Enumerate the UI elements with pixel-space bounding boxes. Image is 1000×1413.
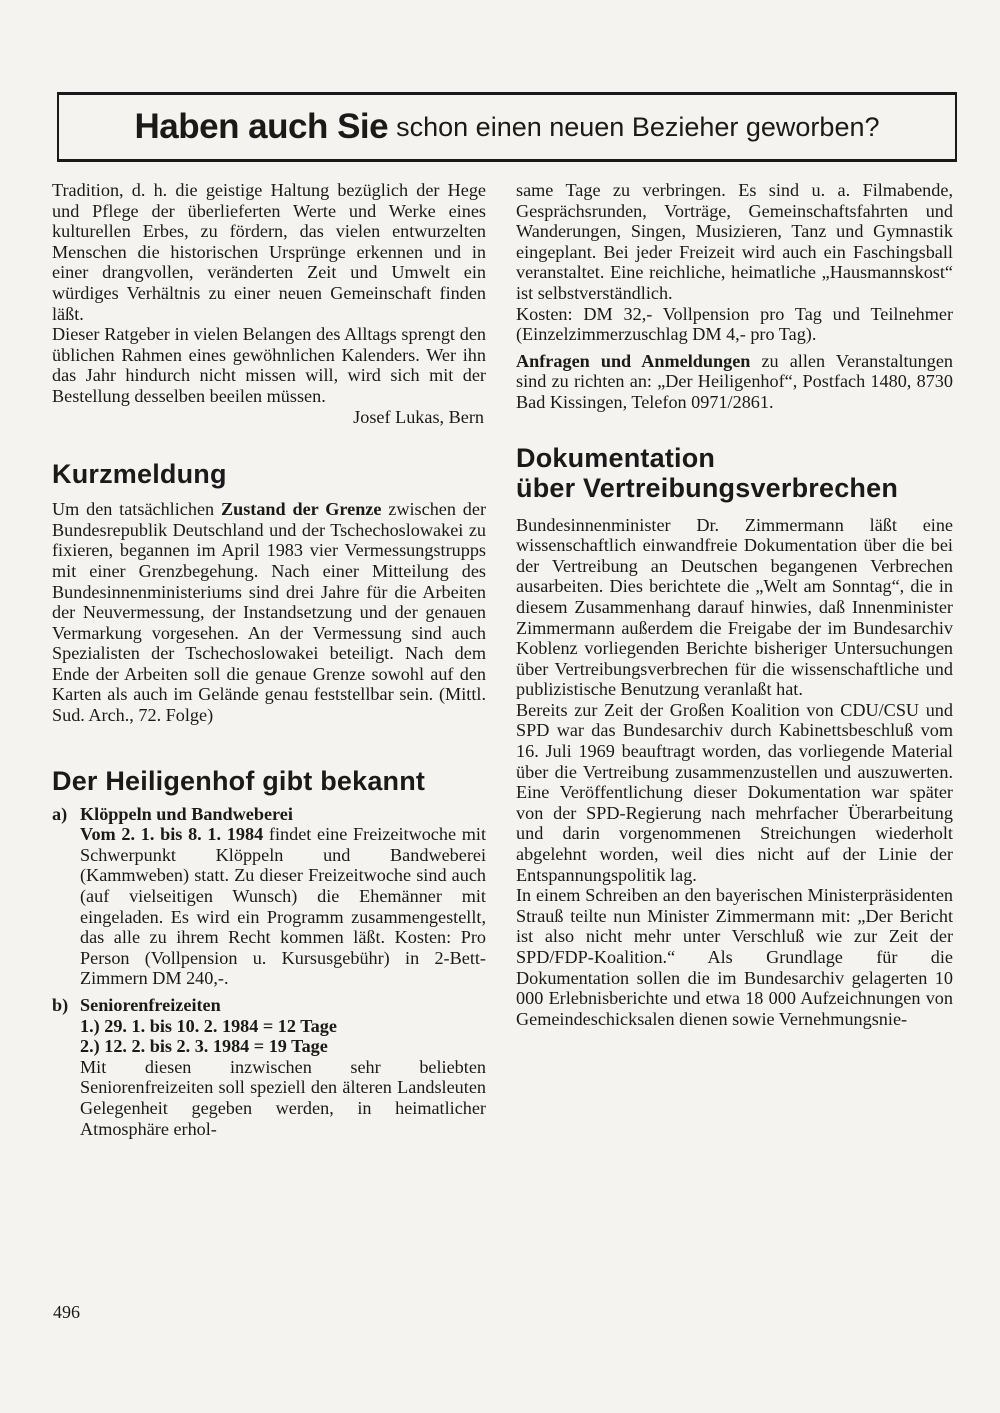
doku-paragraph-3: In einem Schreiben an den bayerischen Ministerpräsidenten Strauß teilte nun Minister Zimmermann mit: „Der Bericht ist also nicht mehr unter Verschluß wie zur Zeit der SPD/FDP-Koalition.“ Als Grundlage für die Dokumentation sollen die im Bundesarchiv gelagerten 10 000 Erlebnisberichte und etwa 18 000 Aufzeichnungen von Gemeindeschicksalen dienen sowie Vernehmungsnie-: [516, 885, 953, 1029]
intro-paragraph-2: Dieser Ratgeber in vielen Belangen des Alltags sprengt den üblichen Rahmen eines gewöhnlichen Kalenders. Wer ihn das Jahr hindurch nicht missen will, wird sich mit der Bestellung desselben beeilen müssen.: [52, 324, 486, 406]
section-a-text: findet eine Freizeitwoche mit Schwerpunkt Klöppeln und Bandweberei (Kammweben) statt. Zu dieser Freizeitwoche sind auch (auf vielseitigen Wunsch) die Ehemänner mit eingeladen. Es wird ein Programm zusammengestellt, das alle zu ihrem Recht kommen läßt. Kosten: Pro Person (Vollpension u. Kursusgebühr) in 2-Bett-Zimmern DM 240,-.: [80, 824, 487, 989]
signature: Josef Lukas, Bern: [353, 406, 484, 427]
banner-strong-text: Haben auch Sie: [134, 107, 389, 146]
section-a-title: [52, 804, 486, 825]
section-b-body: [52, 1016, 486, 1140]
section-a-label: a): [52, 803, 68, 824]
doku-paragraph-2: Bereits zur Zeit der Großen Koalition von CDU/CSU und SPD war das Bundesarchiv durch Kabinettsbeschluß vom 16. Juli 1969 beauftragt worden, das vorliegende Material über die Vertreibung zusammenzustellen und auszuwerten. Eine Veröffentlichung dieser Dokumentation war später von der SPD-Regierung nach mehrfacher Überarbeitung und darin vorgenommenen Streichungen wiederholt abgelehnt worden, weil dies nicht auf der Linie der Entspannungspolitik lag.: [516, 699, 953, 885]
kurz-bold: Zustand der Grenze: [220, 499, 382, 520]
dokumentation-heading: [516, 443, 953, 503]
continuation-paragraph: same Tage zu verbringen. Es sind u. a. Filmabende, Gesprächsrunden, Vorträge, Gemeinschaftsfahrten und Wanderungen, Singen, Musizieren, Tanz und Gymnastik eingeplant. Bei jeder Freizeit wird auch ein Faschingsball veranstaltet. Eine reichliche, heimatliche „Hausmannskost“ ist selbstverständlich.: [516, 180, 953, 303]
section-b-paragraph: Mit diesen inzwischen sehr beliebten Seniorenfreizeiten soll speziell den älteren Landsleuten Gelegenheit gegeben werden, in heimatlicher Atmosphäre erhol-: [80, 1056, 486, 1139]
inquiries-paragraph: [516, 351, 953, 413]
kurzmeldung-paragraph: [52, 499, 486, 726]
section-b-title-text: Seniorenfreizeiten: [80, 995, 221, 1015]
kurz-post: zwischen der Bundesrepublik Deutschland und der Tschechoslowakei zu fixieren, begannen im April 1983 vier Vermessungstrupps mit einer Grenzbegehung. Nach einer Mitteilung des Bundesinnenministeriums sind drei Jahre für die Arbeiten der Neuvermessung, der Instandsetzung und der genauen Vermarkung vorgesehen. An der Vermessung sind auch Spezialisten der Tschechoslowakei beteiligt. Nach dem Ende der Arbeiten soll die genaue Grenze sowohl auf den Karten als auch im Gelände genau feststellbar sein.: [52, 499, 487, 705]
page-number: 496: [53, 1302, 80, 1322]
section-b-label: b): [52, 995, 69, 1015]
section-b-dates: [80, 1016, 486, 1057]
kurz-pre: Um den tatsächlichen: [52, 499, 215, 520]
kurz-source: (Mittl. Sud. Arch., 72. Folge): [52, 684, 486, 726]
dokumentation-heading-line-2: über Vertreibungsverbrechen: [516, 472, 899, 503]
doku-paragraph-1: Bundesinnenminister Dr. Zimmermann läßt eine wissenschaftlich einwandfreie Dokumentation über die bei der Vertreibung an Deutschen begangenen Verbrechen ausarbeiten. Dies berichtete die „Welt am Sonntag“, die in diesem Zusammenhang darauf hinwies, daß Innenminister Zimmermann außerdem die Freigabe der im Bundesarchiv Koblenz vorliegenden Berichte bisheriger Untersuchungen über Vertreibungsverbrechen für die wissenschaftliche und publizistische Benutzung veranlaßt hat.: [516, 514, 953, 700]
section-a-dates: Vom 2. 1. bis 8. 1. 1984: [80, 824, 264, 845]
dokumentation-heading-line-1: Dokumentation: [516, 442, 716, 473]
inquiries-text: zu allen Veranstaltungen sind zu richten an: „Der Heiligenhof“, Postfach 1480, 8730 Bad Kissingen, Telefon 0971/2861.: [516, 350, 953, 412]
section-b-date-2: 2.) 12. 2. bis 2. 3. 1984 = 19 Tage: [80, 1036, 328, 1057]
costs-paragraph: Kosten: DM 32,- Vollpension pro Tag und Teilnehmer (Einzelzimmerzuschlag DM 4,- pro Tag).: [516, 303, 953, 345]
intro-paragraph: Tradition, d. h. die geistige Haltung bezüglich der Hege und Pflege der überlieferten Werte und Werke eines kulturellen Erbes, zu fördern, das vielen entwurzelten Menschen die historischen Ursprünge erkennen und in einer drangvollen, veränderten Zeit und Umwelt ein würdiges Verhältnis zu einer neuen Gemeinschaft finden läßt.: [52, 180, 486, 324]
kurzmeldung-heading: Kurzmeldung: [52, 459, 227, 490]
inquiries-bold: Anfragen und Anmeldungen: [516, 350, 751, 371]
section-a-paragraph: [80, 824, 486, 989]
right-column: [516, 180, 953, 1029]
left-column: [52, 180, 486, 1139]
heiligenhof-heading: Der Heiligenhof gibt bekannt: [52, 765, 426, 796]
subscriber-banner: [57, 92, 957, 162]
section-b-date-1: 1.) 29. 1. bis 10. 2. 1984 = 12 Tage: [80, 1015, 337, 1036]
section-a-body: [52, 824, 486, 989]
section-a-title-text: Klöppeln und Bandweberei: [80, 803, 293, 824]
banner-rest-text: schon einen neuen Bezieher geworben?: [396, 111, 880, 142]
section-b-title: [52, 995, 486, 1016]
